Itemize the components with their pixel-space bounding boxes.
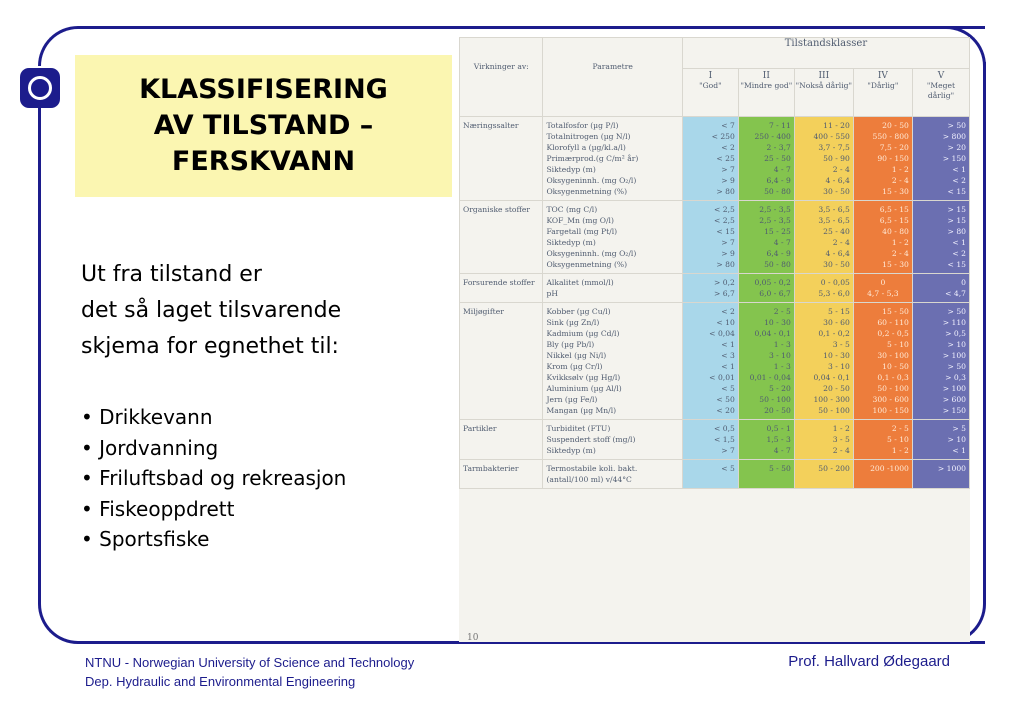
- class-value: 3,7 - 7,5: [818, 143, 850, 152]
- class-5-values: [912, 117, 969, 201]
- parameter-item: Nikkel (µg Ni/l): [546, 351, 607, 360]
- bullet-item: • Jordvanning: [81, 435, 219, 460]
- class-value: 5,3 - 6,0: [818, 289, 850, 298]
- parameter-list: [543, 274, 682, 303]
- class-value: 2 - 5: [773, 307, 791, 316]
- class-number: I: [708, 71, 713, 81]
- bullet-item: • Fiskeoppdrett: [81, 496, 235, 521]
- class-value: 0: [880, 278, 886, 287]
- class-header-4: [853, 69, 912, 117]
- class-value: 4 - 7: [773, 238, 791, 247]
- class-value: > 1000: [937, 464, 966, 473]
- class-name: "Meget dårlig": [926, 81, 956, 100]
- class-value: 1 - 2: [891, 238, 909, 247]
- class-5-values: [912, 303, 969, 420]
- parameter-item: Aluminium (µg Al/l): [546, 384, 622, 393]
- class-value: 2 - 4: [832, 446, 850, 455]
- class-value: 50 - 90: [823, 154, 850, 163]
- class-header-1: [682, 69, 738, 117]
- class-value: < 5: [721, 384, 735, 393]
- title-line: FERSKVANN: [171, 146, 356, 177]
- table-row: [460, 117, 970, 201]
- parameter-item: pH: [546, 289, 558, 298]
- parameter-item: Termostabile koli. bakt.: [546, 464, 638, 473]
- class-value: > 0,2: [714, 278, 735, 287]
- parameter-item: TOC (mg C/l): [546, 205, 598, 214]
- parameter-item: Oksygenmetning (%): [546, 187, 628, 196]
- class-1-values: [682, 201, 738, 274]
- class-value: 2,5 - 3,5: [759, 205, 791, 214]
- class-value: < 0,5: [714, 424, 735, 433]
- title-line: KLASSIFISERING: [139, 74, 388, 105]
- class-value: < 0,04: [709, 329, 735, 338]
- parameter-item: Klorofyll a (µg/kl.a/l): [546, 143, 626, 152]
- class-value: 3 - 10: [768, 351, 791, 360]
- parameter-item: (antall/100 ml) v/44°C: [546, 475, 632, 484]
- class-value: 1 - 2: [891, 165, 909, 174]
- class-value: 10 - 30: [764, 318, 791, 327]
- class-2-values: [738, 117, 794, 201]
- class-name: "Mindre god": [740, 81, 793, 90]
- class-value: 4,7 - 5,3: [867, 289, 899, 298]
- class-value: 6,5 - 15: [879, 205, 909, 214]
- parameter-item: Turbiditet (FTU): [546, 424, 611, 433]
- class-value: 10 - 30: [823, 351, 850, 360]
- header-tilstandsklasser: Tilstandsklasser: [682, 38, 969, 69]
- table-row: [460, 201, 970, 274]
- classification-table: [459, 37, 970, 489]
- parameter-item: Totalfosfor (µg P/l): [546, 121, 619, 130]
- class-value: 6,0 - 6,7: [759, 289, 791, 298]
- parameter-list: [543, 460, 682, 489]
- class-value: 25 - 50: [764, 154, 791, 163]
- parameter-item: Jern (µg Fe/l): [546, 395, 598, 404]
- class-value: < 7: [721, 121, 735, 130]
- class-value: 400 - 550: [813, 132, 850, 141]
- bullet-item: • Friluftsbad og rekreasjon: [81, 466, 347, 490]
- frame-line: [80, 26, 985, 29]
- parameter-item: Siktedyp (m): [546, 446, 596, 455]
- class-value: 30 - 50: [823, 187, 850, 196]
- bullet-list: [81, 402, 441, 555]
- class-value: 25 - 40: [823, 227, 850, 236]
- class-value: > 80: [716, 187, 735, 196]
- class-value: 90 - 150: [877, 154, 909, 163]
- footer-author: Prof. Hallvard Ødegaard: [788, 653, 950, 670]
- category-label: Tarmbakterier: [460, 460, 543, 489]
- class-value: > 5: [952, 424, 966, 433]
- class-3-values: [794, 420, 853, 460]
- class-value: 3 - 5: [832, 435, 850, 444]
- class-value: 2 - 4: [832, 238, 850, 247]
- class-value: < 1: [721, 340, 735, 349]
- class-value: > 10: [947, 340, 966, 349]
- class-value: 6,4 - 9: [766, 176, 791, 185]
- table-row: [460, 420, 970, 460]
- class-2-values: [738, 460, 794, 489]
- class-5-values: [912, 201, 969, 274]
- class-value: > 7: [721, 165, 735, 174]
- parameter-item: Kobber (µg Cu/l): [546, 307, 611, 316]
- category-label: Partikler: [460, 420, 543, 460]
- class-value: 2 - 4: [891, 176, 909, 185]
- parameter-item: Krom (µg Cr/l): [546, 362, 603, 371]
- parameter-list: [543, 117, 682, 201]
- parameter-item: Kadmium (µg Cd/l): [546, 329, 620, 338]
- class-value: 0,01 - 0,04: [749, 373, 791, 382]
- class-value: < 1,5: [714, 435, 735, 444]
- class-2-values: [738, 303, 794, 420]
- class-value: 4 - 7: [773, 446, 791, 455]
- class-5-values: [912, 420, 969, 460]
- class-value: > 10: [947, 435, 966, 444]
- class-value: > 110: [942, 318, 966, 327]
- parameter-item: Siktedyp (m): [546, 238, 596, 247]
- class-value: 5 - 10: [887, 435, 909, 444]
- class-value: 2 - 5: [891, 424, 909, 433]
- class-value: 50 - 100: [818, 406, 850, 415]
- table-row: [460, 303, 970, 420]
- class-value: 20 - 50: [823, 384, 850, 393]
- class-4-values: [853, 274, 912, 303]
- class-value: 40 - 80: [882, 227, 909, 236]
- class-number: V: [937, 71, 945, 81]
- class-value: 0,04 - 0,1: [754, 329, 791, 338]
- table-row: [460, 274, 970, 303]
- class-value: < 1: [952, 238, 966, 247]
- footer-line: Dep. Hydraulic and Environmental Engineering: [85, 674, 356, 689]
- category-label: Forsurende stoffer: [460, 274, 543, 303]
- class-value: > 7: [721, 238, 735, 247]
- class-name: "God": [699, 81, 722, 90]
- table-row: [460, 460, 970, 489]
- class-number: IV: [877, 71, 888, 81]
- class-4-values: [853, 420, 912, 460]
- class-number: II: [762, 71, 770, 81]
- class-value: 0: [961, 278, 966, 287]
- class-value: 50 - 100: [877, 384, 909, 393]
- class-value: > 0,5: [945, 329, 966, 338]
- intro-line: Ut fra tilstand er: [81, 262, 262, 287]
- class-value: 0,1 - 0,3: [877, 373, 909, 382]
- class-value: 5 - 15: [827, 307, 850, 316]
- class-value: 3 - 10: [827, 362, 850, 371]
- parameter-item: KOF_Mn (mg O/l): [546, 216, 614, 225]
- class-header-3: [794, 69, 853, 117]
- header-virkninger: Virkninger av:: [460, 38, 543, 117]
- class-value: 0,05 - 0,2: [754, 278, 791, 287]
- class-value: 3,5 - 6,5: [818, 216, 850, 225]
- class-value: > 150: [942, 406, 966, 415]
- class-value: 7 - 11: [768, 121, 791, 130]
- class-value: > 15: [947, 216, 966, 225]
- class-1-values: [682, 117, 738, 201]
- class-value: 30 - 60: [823, 318, 850, 327]
- class-value: 50 - 80: [764, 260, 791, 269]
- class-4-values: [853, 117, 912, 201]
- title-line: AV TILSTAND –: [153, 110, 374, 141]
- parameter-item: Siktedyp (m): [546, 165, 596, 174]
- class-value: 200 -1000: [870, 464, 909, 473]
- frame-line: [983, 62, 986, 604]
- class-value: 4 - 7: [773, 165, 791, 174]
- class-value: > 100: [942, 351, 966, 360]
- class-value: < 2,5: [714, 216, 735, 225]
- class-value: 20 - 50: [882, 121, 909, 130]
- class-3-values: [794, 274, 853, 303]
- class-2-values: [738, 274, 794, 303]
- footer-line: NTNU - Norwegian University of Science and Technology: [85, 655, 415, 670]
- class-value: > 7: [721, 446, 735, 455]
- class-3-values: [794, 303, 853, 420]
- class-value: < 250: [711, 132, 735, 141]
- class-value: 2,5 - 3,5: [759, 216, 791, 225]
- class-header-5: [912, 69, 969, 117]
- parameter-list: [543, 201, 682, 274]
- class-value: < 1: [952, 446, 966, 455]
- class-4-values: [853, 303, 912, 420]
- intro-line: det så laget tilsvarende: [81, 298, 342, 323]
- parameter-item: Oksygeninnh. (mg O₂/l): [546, 249, 637, 258]
- class-value: > 15: [947, 205, 966, 214]
- class-value: < 20: [716, 406, 735, 415]
- category-label: Næringssalter: [460, 117, 543, 201]
- class-value: > 100: [942, 384, 966, 393]
- class-value: 11 - 20: [823, 121, 850, 130]
- classification-table-image: [459, 37, 970, 642]
- class-value: 10 - 50: [882, 362, 909, 371]
- class-value: < 25: [716, 154, 735, 163]
- class-value: 50 - 100: [759, 395, 791, 404]
- parameter-item: Oksygeninnh. (mg O₂/l): [546, 176, 637, 185]
- class-5-values: [912, 460, 969, 489]
- class-value: > 80: [947, 227, 966, 236]
- class-value: > 150: [942, 154, 966, 163]
- class-3-values: [794, 460, 853, 489]
- parameter-item: Kvikksølv (µg Hg/l): [546, 373, 621, 382]
- class-value: > 20: [947, 143, 966, 152]
- class-value: < 1: [721, 362, 735, 371]
- parameter-item: Mangan (µg Mn/l): [546, 406, 617, 415]
- class-value: 1 - 2: [832, 424, 850, 433]
- class-value: 6,4 - 9: [766, 249, 791, 258]
- class-2-values: [738, 420, 794, 460]
- class-value: 30 - 50: [823, 260, 850, 269]
- class-4-values: [853, 201, 912, 274]
- class-value: 2 - 4: [891, 249, 909, 258]
- class-4-values: [853, 460, 912, 489]
- class-value: 0,1 - 0,2: [818, 329, 850, 338]
- class-value: 2 - 3,7: [766, 143, 791, 152]
- bullet-item: • Sportsfiske: [81, 527, 210, 551]
- class-value: 100 - 150: [872, 406, 909, 415]
- class-value: > 50: [947, 121, 966, 130]
- class-value: 0,04 - 0,1: [813, 373, 850, 382]
- class-value: 1 - 3: [773, 362, 791, 371]
- class-value: 100 - 300: [813, 395, 850, 404]
- header-parametre: Parametre: [543, 38, 682, 117]
- parameter-item: Primærprod.(g C/m² år): [546, 154, 639, 163]
- class-value: 5 - 50: [768, 464, 791, 473]
- parameter-item: Fargetall (mg Pt/l): [546, 227, 618, 236]
- parameter-list: [543, 420, 682, 460]
- class-value: < 15: [716, 227, 735, 236]
- class-number: III: [818, 71, 830, 81]
- class-1-values: [682, 303, 738, 420]
- class-value: > 50: [947, 362, 966, 371]
- class-value: < 1: [952, 165, 966, 174]
- class-value: < 15: [947, 187, 966, 196]
- footer-institution: [85, 653, 414, 691]
- class-value: 15 - 25: [764, 227, 791, 236]
- class-value: 4 - 6,4: [825, 176, 850, 185]
- class-value: 50 - 80: [764, 187, 791, 196]
- class-value: 0,5 - 1: [766, 424, 791, 433]
- class-value: 15 - 30: [882, 187, 909, 196]
- class-value: 1 - 3: [773, 340, 791, 349]
- class-value: < 5: [721, 464, 735, 473]
- class-value: < 4,7: [945, 289, 966, 298]
- class-3-values: [794, 117, 853, 201]
- class-value: < 2,5: [714, 205, 735, 214]
- class-value: 15 - 30: [882, 260, 909, 269]
- class-value: 3 - 5: [832, 340, 850, 349]
- class-value: > 800: [942, 132, 966, 141]
- parameter-item: Sink (µg Zn/l): [546, 318, 600, 327]
- intro-text: [81, 257, 441, 365]
- class-value: > 50: [947, 307, 966, 316]
- class-value: 50 - 200: [818, 464, 850, 473]
- class-value: 250 - 400: [754, 132, 791, 141]
- class-1-values: [682, 420, 738, 460]
- class-value: > 9: [721, 176, 735, 185]
- ntnu-logo-icon: [20, 68, 60, 108]
- class-value: 30 - 100: [877, 351, 909, 360]
- category-label: Organiske stoffer: [460, 201, 543, 274]
- class-value: 0 - 0,05: [820, 278, 850, 287]
- class-value: > 600: [942, 395, 966, 404]
- class-value: 7,5 - 20: [879, 143, 909, 152]
- parameter-item: Totalnitrogen (µg N/l): [546, 132, 631, 141]
- bullet-item: • Drikkevann: [81, 405, 213, 429]
- frame-line: [38, 104, 41, 604]
- intro-line: skjema for egnethet til:: [81, 334, 339, 359]
- class-3-values: [794, 201, 853, 274]
- class-value: 300 - 600: [872, 395, 909, 404]
- class-value: 2 - 4: [832, 165, 850, 174]
- parameter-item: Alkalitet (mmol/l): [546, 278, 614, 287]
- class-value: > 9: [721, 249, 735, 258]
- class-value: < 15: [947, 260, 966, 269]
- class-value: < 2: [721, 307, 735, 316]
- class-value: 6,5 - 15: [879, 216, 909, 225]
- class-value: < 3: [721, 351, 735, 360]
- class-header-2: [738, 69, 794, 117]
- category-label: Miljøgifter: [460, 303, 543, 420]
- class-2-values: [738, 201, 794, 274]
- parameter-item: Bly (µg Pb/l): [546, 340, 595, 349]
- parameter-list: [543, 303, 682, 420]
- class-1-values: [682, 460, 738, 489]
- class-value: < 50: [716, 395, 735, 404]
- class-value: 550 - 800: [872, 132, 909, 141]
- class-value: 15 - 50: [882, 307, 909, 316]
- class-value: 4 - 6,4: [825, 249, 850, 258]
- frame-corner: [38, 600, 84, 644]
- class-value: 3,5 - 6,5: [818, 205, 850, 214]
- page-number: 10: [467, 633, 479, 642]
- class-value: < 2: [721, 143, 735, 152]
- class-value: 5 - 20: [768, 384, 791, 393]
- class-value: 1,5 - 3: [766, 435, 791, 444]
- class-value: > 0,3: [945, 373, 966, 382]
- class-value: 5 - 10: [887, 340, 909, 349]
- slide-title: [75, 55, 452, 197]
- class-value: > 80: [716, 260, 735, 269]
- class-value: 20 - 50: [764, 406, 791, 415]
- class-value: < 2: [952, 249, 966, 258]
- class-value: 60 - 110: [877, 318, 909, 327]
- class-value: < 2: [952, 176, 966, 185]
- parameter-item: Oksygenmetning (%): [546, 260, 628, 269]
- class-value: < 0,01: [709, 373, 735, 382]
- class-value: 0,2 - 0,5: [877, 329, 909, 338]
- parameter-item: Suspendert stoff (mg/l): [546, 435, 636, 444]
- class-5-values: [912, 274, 969, 303]
- class-value: < 10: [716, 318, 735, 327]
- class-value: 1 - 2: [891, 446, 909, 455]
- class-name: "Dårlig": [867, 81, 899, 90]
- class-name: "Nokså dårlig": [795, 81, 853, 90]
- class-1-values: [682, 274, 738, 303]
- class-value: > 6,7: [714, 289, 735, 298]
